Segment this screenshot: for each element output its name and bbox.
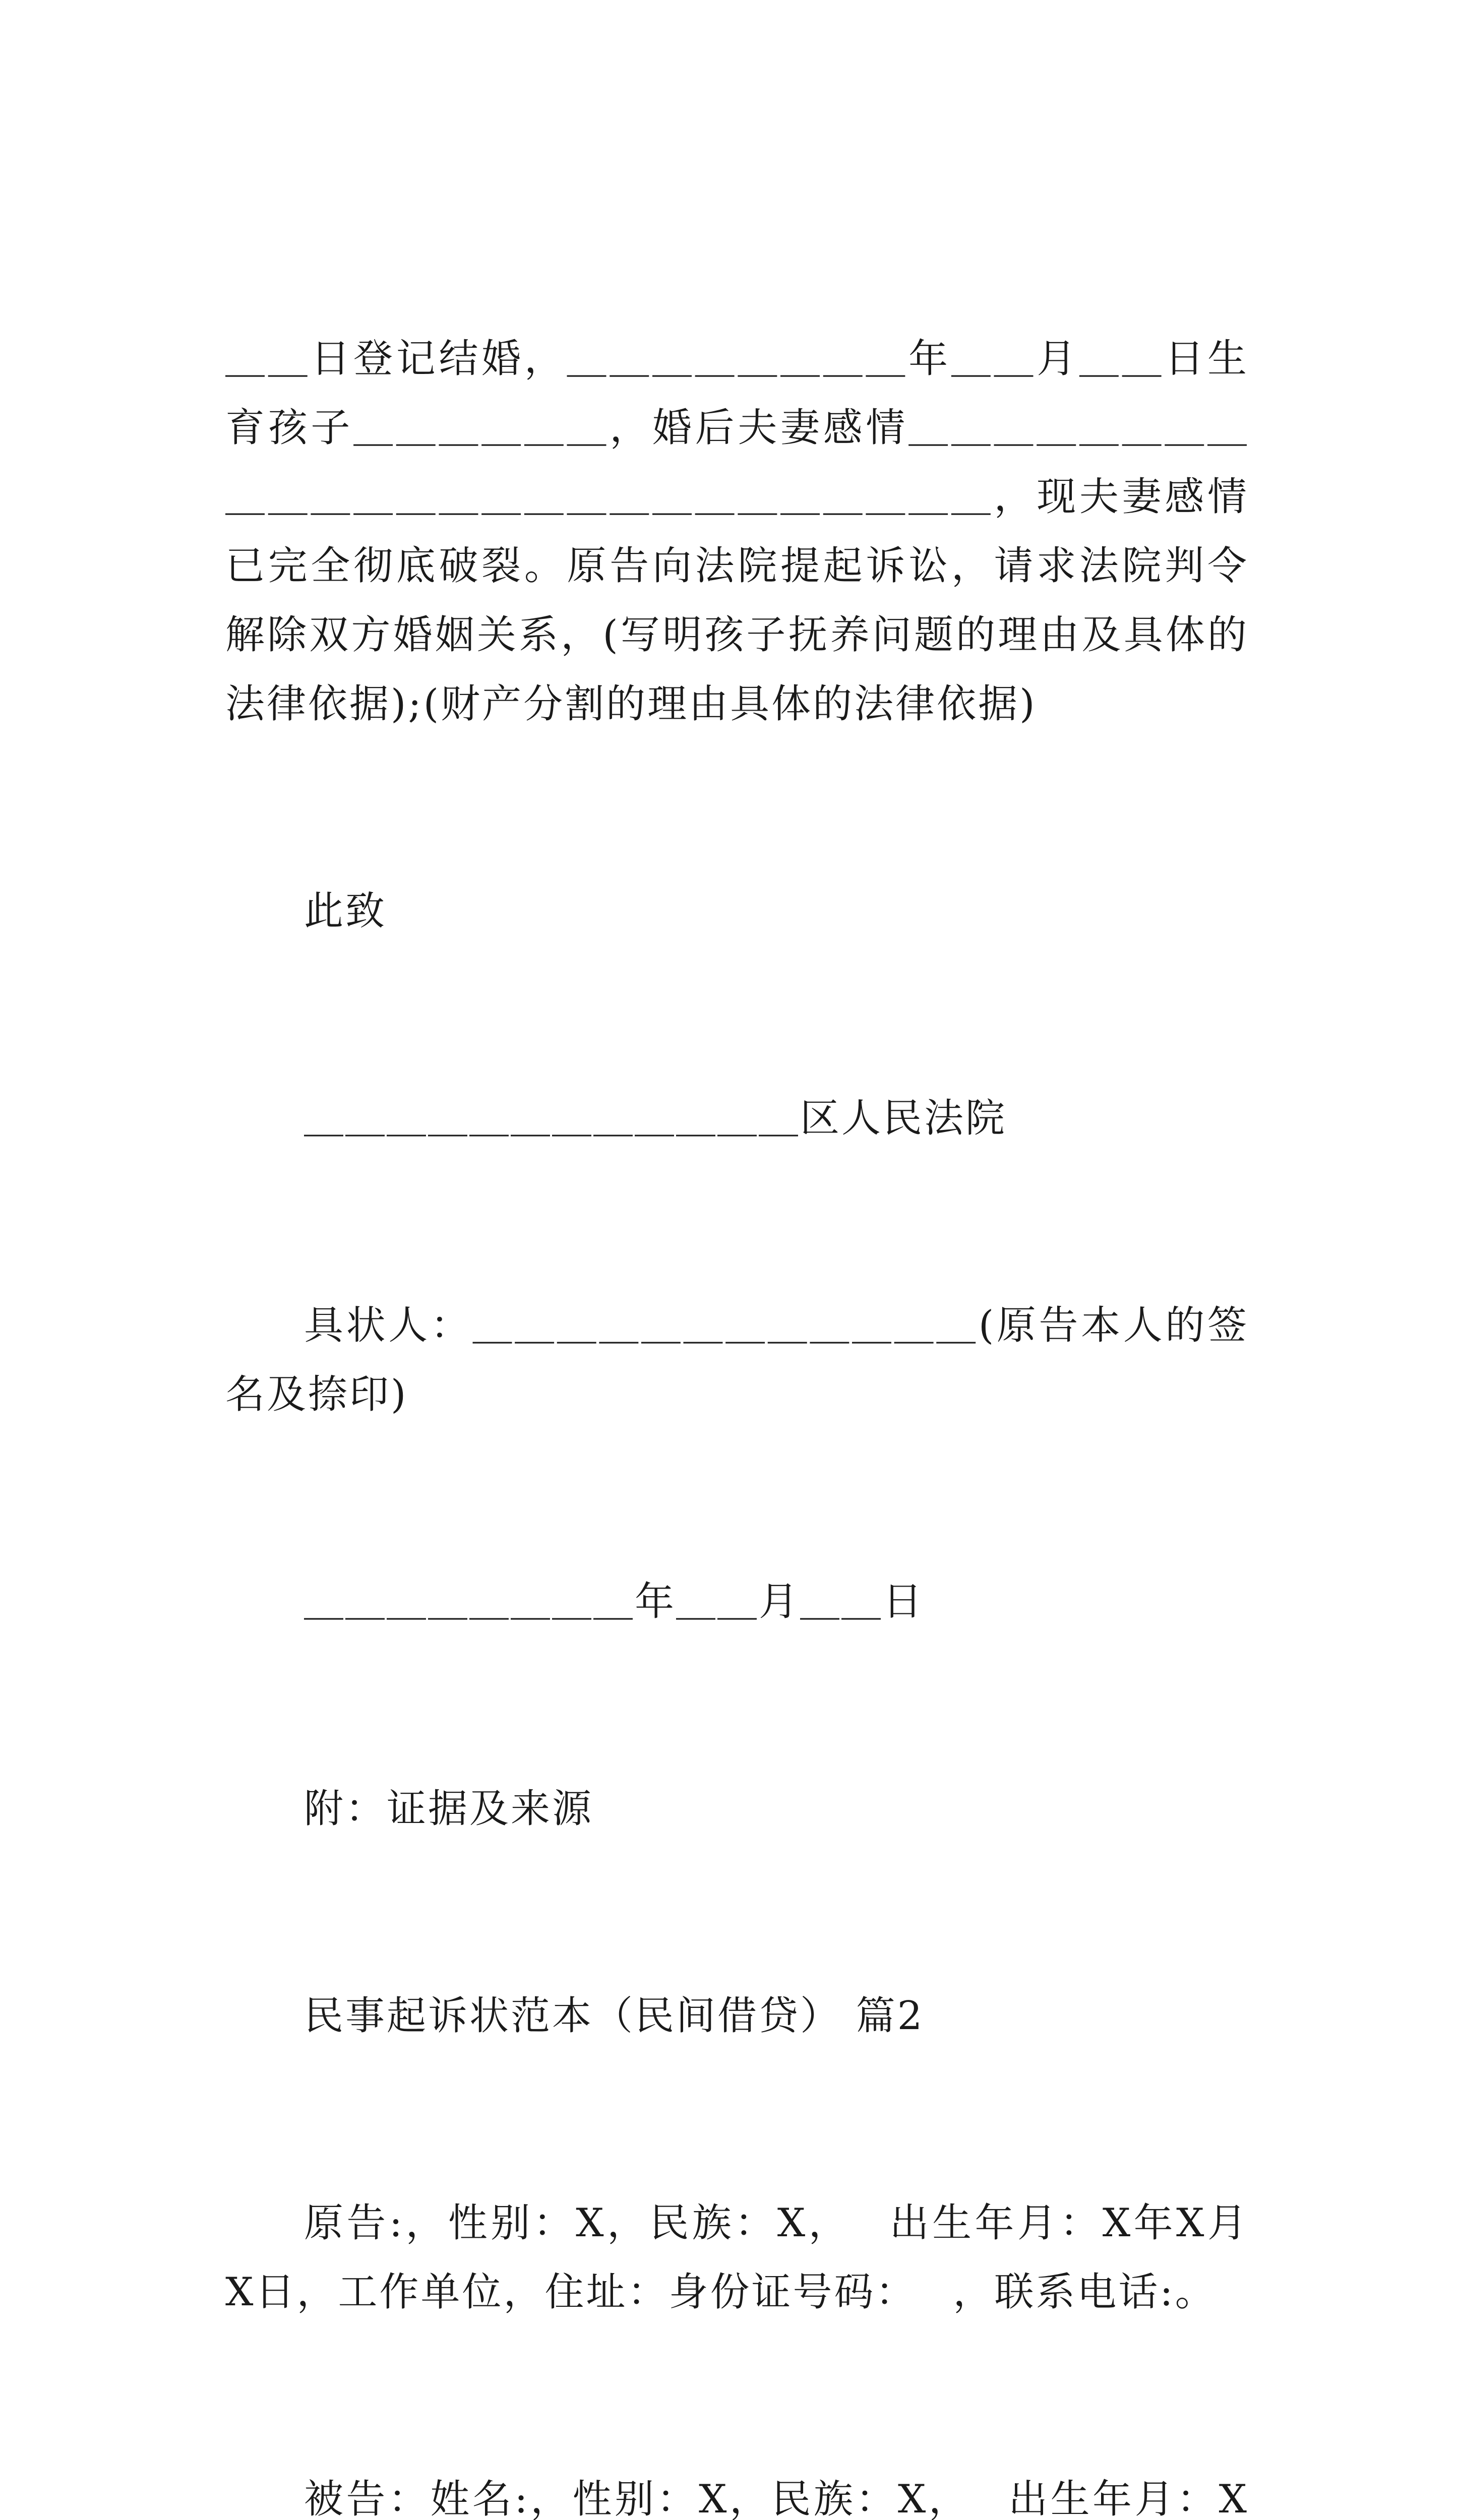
paragraph-plaintiff: 原告:，性别：X，民族：X， 出生年月：X年X月X日，工作单位，住址：身份证号码： ，联系电话:。 xyxy=(225,2200,1249,2315)
paragraph-attachment: 附：证据及来源 xyxy=(304,1786,594,1832)
paragraph-date: ＿＿＿＿＿＿＿＿年＿＿月＿＿日 xyxy=(304,1579,925,1624)
section-title: 民事起诉状范本（民间借贷） 篇2 xyxy=(304,1993,925,2039)
paragraph-signatory: 具状人：＿＿＿＿＿＿＿＿＿＿＿＿(原告本人的签名及捺印) xyxy=(225,1303,1249,1417)
paragraph-marriage-facts: ＿＿日登记结婚，＿＿＿＿＿＿＿＿年＿＿月＿＿日生育孩子＿＿＿＿＿＿，婚后夫妻感情＿＿＿＿＿＿＿＿＿＿＿＿＿＿＿＿＿＿＿＿＿＿＿＿＿＿，现夫妻感情已完全彻底破裂。原告向法院提起诉讼，请求法院判令解除双方婚姻关系，(写明孩子抚养问题的理由及具体的法律依据);(财产分割的理由具体的法律依据) xyxy=(225,336,1249,727)
paragraph-court-name: ＿＿＿＿＿＿＿＿＿＿＿＿区人民法院 xyxy=(304,1096,1007,1141)
paragraph-defendant: 被告：姓名:，性别：X，民族：X， 出生年月：X xyxy=(304,2477,1249,2520)
document-body xyxy=(225,186,1249,2520)
paragraph-salutation: 此致 xyxy=(304,889,387,934)
